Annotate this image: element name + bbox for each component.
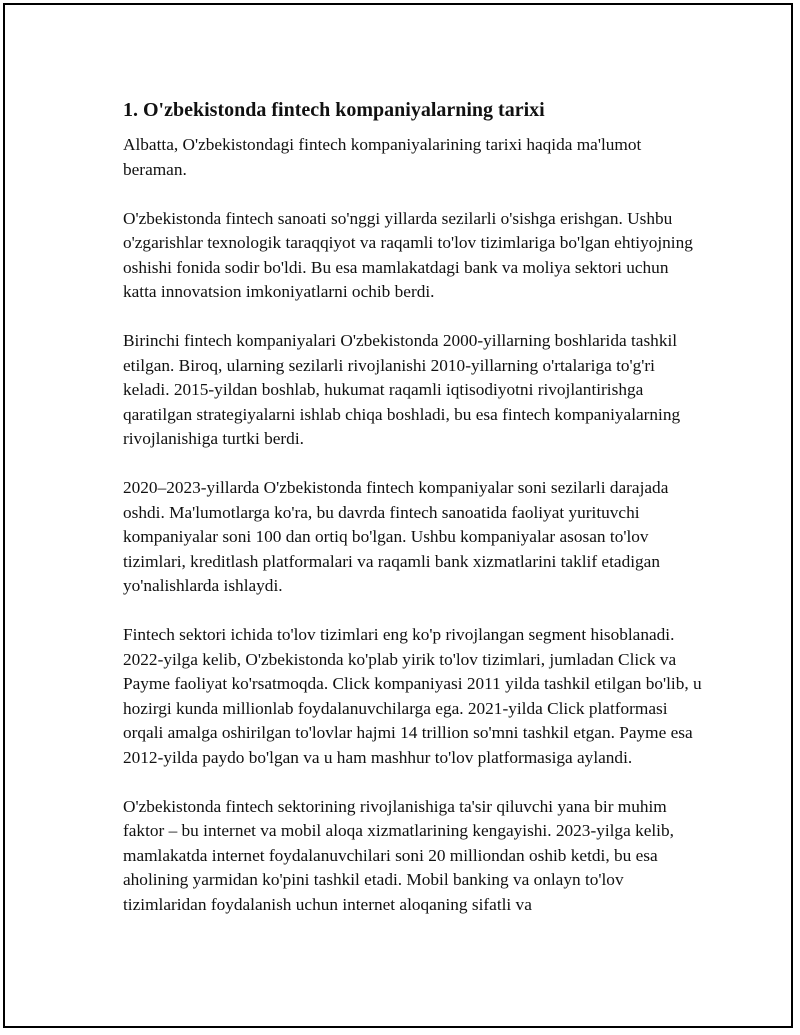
paragraph-intro: Albatta, O'zbekistondagi fintech kompaniyalarining tarixi haqida ma'lumot beraman. <box>123 135 642 179</box>
section-heading: 1. O'zbekistonda fintech kompaniyalarning tarixi <box>123 99 545 121</box>
page-frame <box>3 3 793 1028</box>
paragraph-payment-systems: Fintech sektori ichida to'lov tizimlari eng ko'p rivojlangan segment hisoblanadi. 2022-yilga kelib, O'zbekistonda ko'plab yirik to'lov tizimlari, jumladan Click va Payme faoliyat ko'rsatmoqda. Click kompaniyasi 2011 yilda tashkil etilgan bo'lib, u hozirgi kunda millionlab foydalanuvchilarga ega. 2021-yilda Click platformasi orqali amalga oshirilgan to'lovlar hajmi 14 trillion so'mni tashkil etgan. Payme esa 2012-yilda paydo bo'lgan va u ham mashhur to'lov platformasiga aylandi. <box>123 625 702 767</box>
paragraph-internet-mobile: O'zbekistonda fintech sektorining rivojlanishiga ta'sir qiluvchi yana bir muhim faktor – bu internet va mobil aloqa xizmatlarining kengayishi. 2023-yilga kelib, mamlakatda internet foydalanuvchilari soni 20 milliondan oshib ketdi, bu esa aholining yarmidan ko'pini tashkil etadi. Mobil banking va onlayn to'lov tizimlaridan foydalanish uchun internet aloqaning sifatli va <box>123 796 674 914</box>
paragraph-growth: O'zbekistonda fintech sanoati so'nggi yillarda sezilarli o'sishga erishgan. Ushbu o'zgarishlar texnologik taraqqiyot va raqamli to'lov tizimlariga bo'lgan ehtiyojning oshishi fonida sodir bo'ldi. Bu esa mamlakatdagi bank va moliya sektori uchun katta innovatsion imkoniyatlarni ochib berdi. <box>123 208 693 301</box>
paragraph-first-companies: Birinchi fintech kompaniyalari O'zbekistonda 2000-yillarning boshlarida tashkil etilgan. Biroq, ularning sezilarli rivojlanishi 2010-yillarning o'rtalariga to'g'ri keladi. 2015-yildan boshlab, hukumat raqamli iqtisodiyotni rivojlantirishga qaratilgan strategiyalarni ishlab chiqa boshladi, bu esa fintech kompaniyalarning rivojlanishiga turtki berdi. <box>123 331 681 448</box>
document-body <box>123 97 703 942</box>
paragraph-2020-2023: 2020–2023-yillarda O'zbekistonda fintech kompaniyalar soni sezilarli darajada oshdi. Ma'lumotlarga ko'ra, bu davrda fintech sanoatida faoliyat yurituvchi kompaniyalar soni 100 dan ortiq bo'lgan. Ushbu kompaniyalar asosan to'lov tizimlari, kreditlash platformalari va raqamli bank xizmatlarini taklif etadigan yo'nalishlarda ishlaydi. <box>123 478 669 595</box>
